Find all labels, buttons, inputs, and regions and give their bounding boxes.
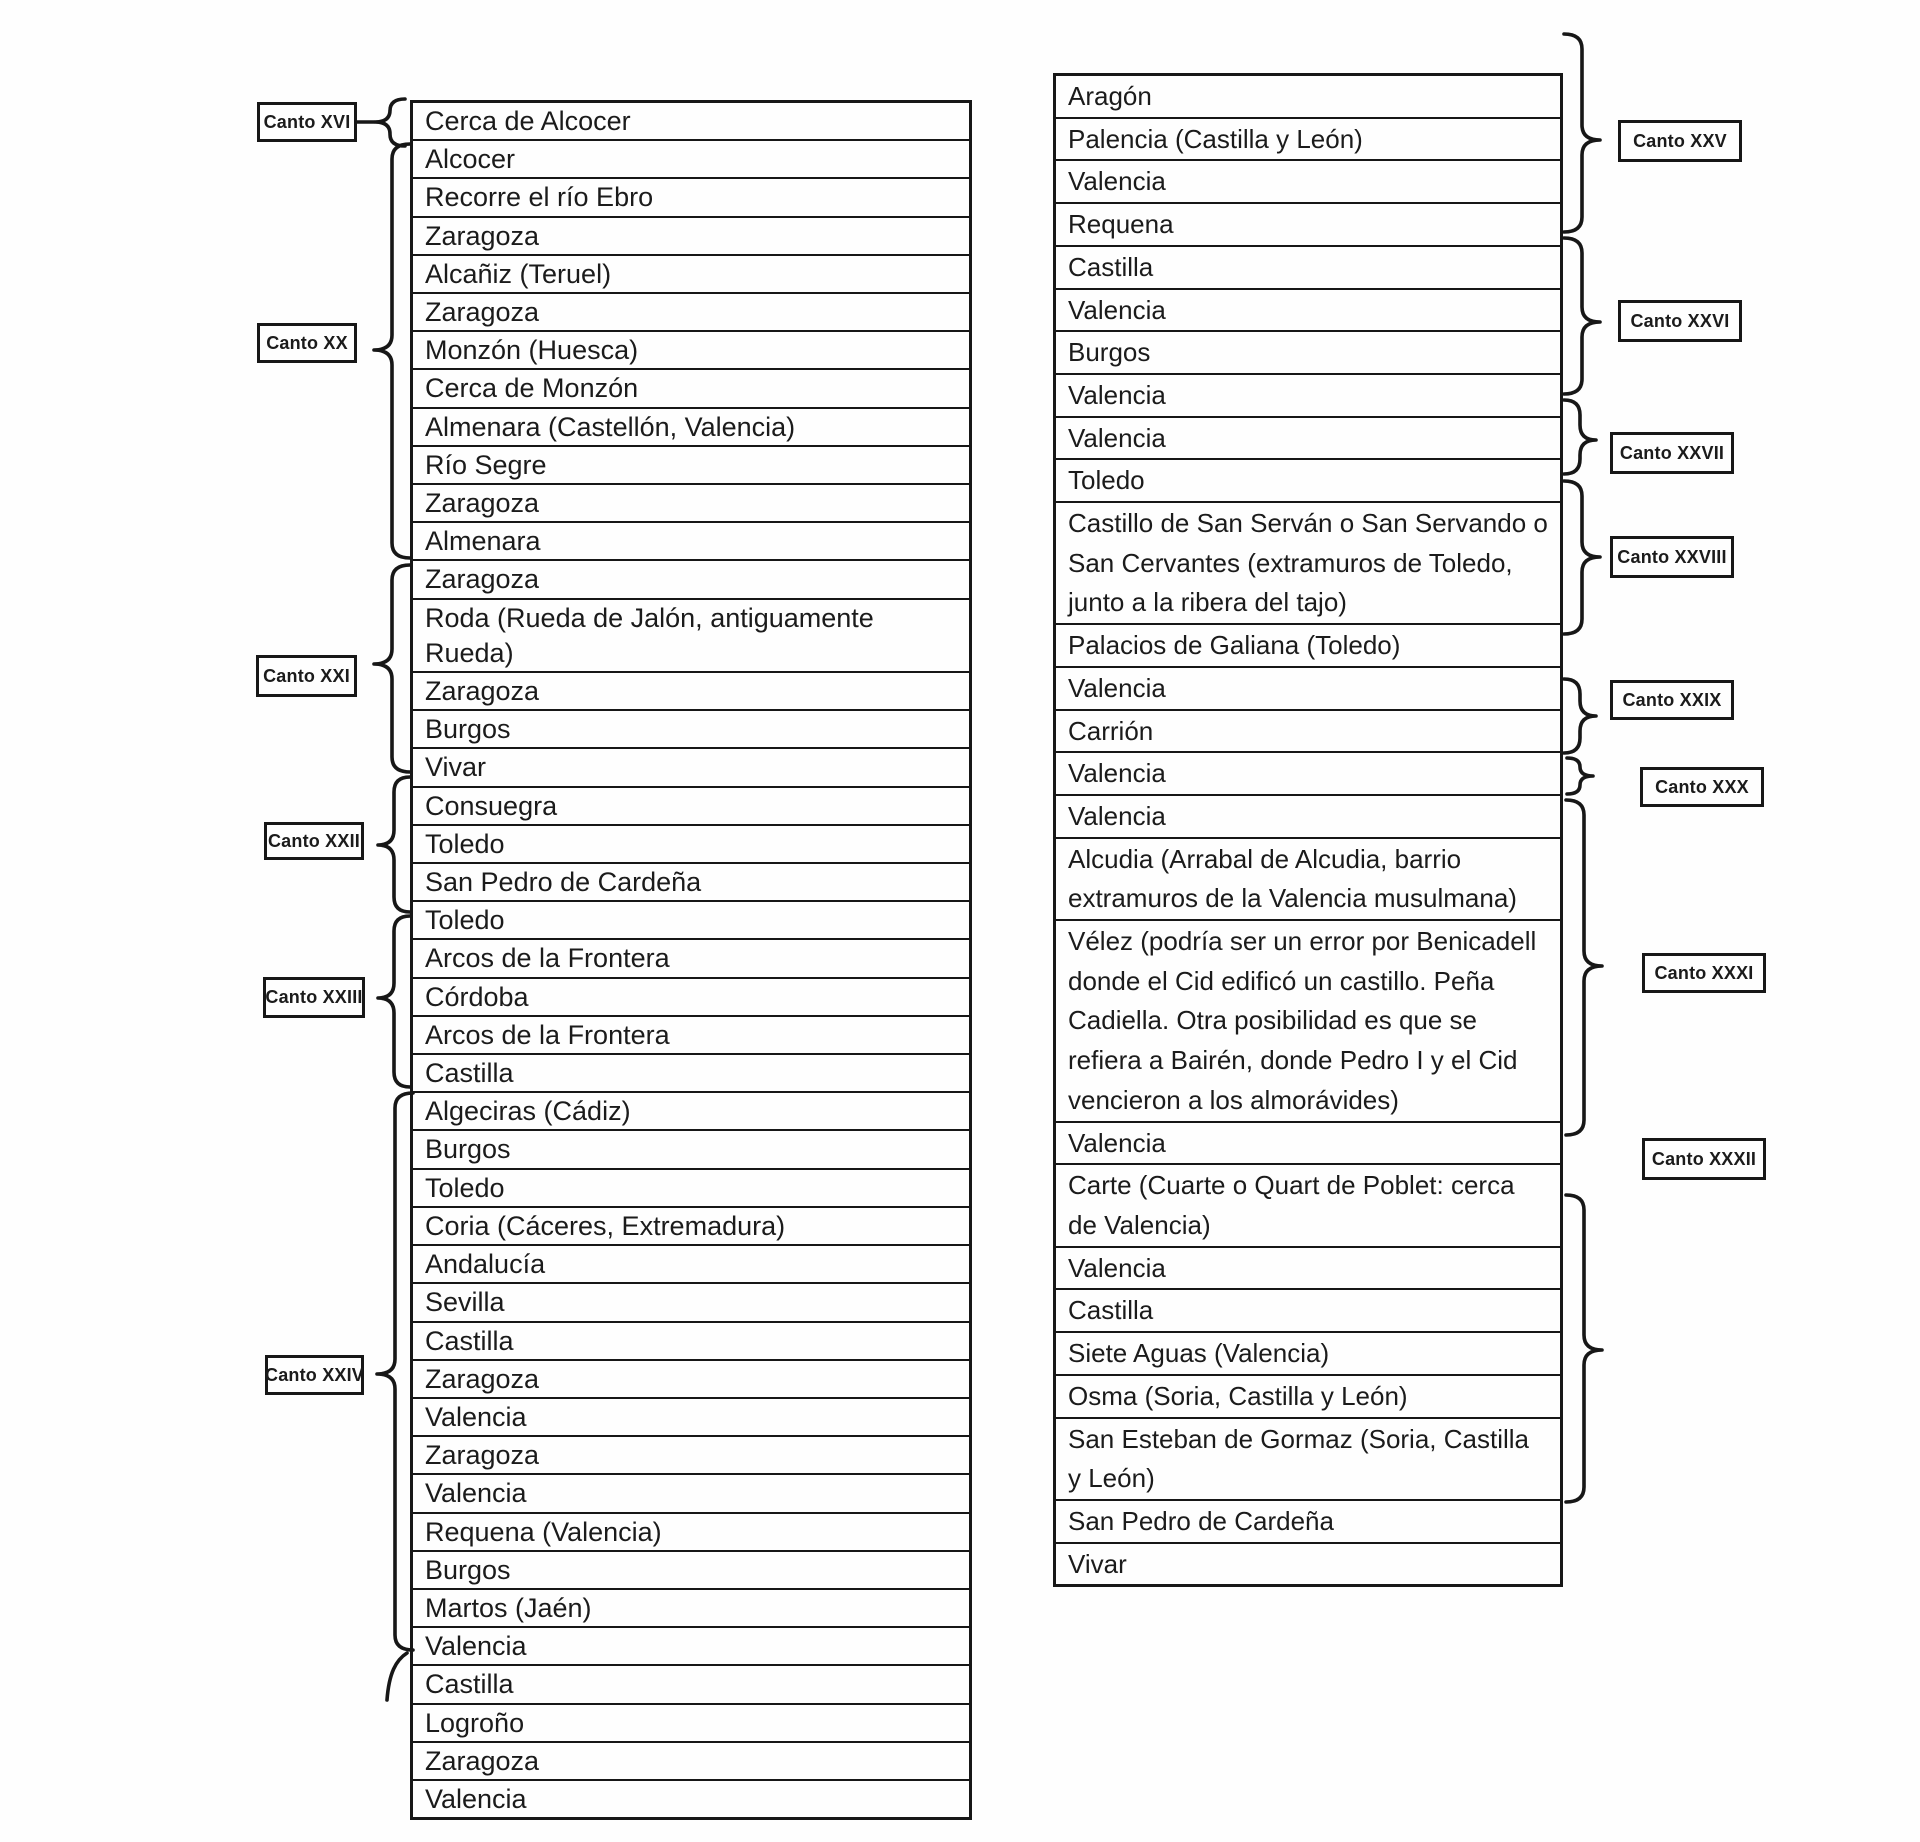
right-places-table [1053,73,1563,1587]
canto-xxxii-brace [1566,1195,1602,1502]
place-row: Castilla [413,1666,969,1704]
canto-xxii-label: Canto XXII [264,822,364,860]
continuation-brace [387,1653,407,1700]
canto-xxi-label: Canto XXI [256,655,357,697]
place-row: Zaragoza [413,485,969,523]
place-row: Castilla [1056,247,1560,290]
place-row: Carrión [1056,711,1560,754]
place-row: Martos (Jaén) [413,1590,969,1628]
place-row: San Pedro de Cardeña [1056,1501,1560,1544]
place-row: Requena (Valencia) [413,1514,969,1552]
canto-xxvii-label: Canto XXVII [1610,432,1734,474]
place-row: Burgos [413,1131,969,1169]
canto-xxxi-label: Canto XXXI [1642,953,1766,993]
canto-xxiii-brace [378,916,410,1087]
place-row: Valencia [1056,796,1560,839]
place-row: Toledo [1056,460,1560,503]
place-row: Valencia [1056,1123,1560,1166]
place-row: Palacios de Galiana (Toledo) [1056,625,1560,668]
canto-xxi-brace [374,565,410,772]
place-row: San Pedro de Cardeña [413,864,969,902]
place-row: Zaragoza [413,218,969,256]
canto-xxiii-label: Canto XXIII [263,977,365,1018]
place-row: Burgos [413,1552,969,1590]
place-row: Castilla [1056,1290,1560,1333]
place-row: Burgos [1056,332,1560,375]
place-row: Alcañiz (Teruel) [413,256,969,294]
place-row: Palencia (Castilla y León) [1056,119,1560,162]
canto-xxiv-brace [377,1093,413,1650]
place-row: Cerca de Monzón [413,370,969,408]
place-row: Valencia [1056,161,1560,204]
place-row: Toledo [413,1170,969,1208]
place-row: Zaragoza [413,1361,969,1399]
canto-xx-label: Canto XX [257,323,357,363]
place-row: Valencia [413,1628,969,1666]
canto-xxvi-label: Canto XXVI [1618,300,1742,342]
place-row: Consuegra [413,788,969,826]
place-row: Aragón [1056,76,1560,119]
left-places-table [410,100,972,1820]
canto-xxiv-label: Canto XXIV [265,1355,364,1395]
place-row: Zaragoza [413,561,969,599]
canto-xvi-brace [375,99,405,146]
canto-xxx-brace [1567,758,1593,794]
canto-xvi-label: Canto XVI [257,102,357,142]
canto-xxvi-brace [1564,238,1600,394]
place-row: Valencia [425,1783,527,1814]
place-row: Valencia [413,1475,969,1513]
place-row: Vivar [1068,1548,1127,1579]
place-row: Recorre el río Ebro [413,179,969,217]
canto-xxix-label: Canto XXIX [1610,680,1734,720]
place-row: Valencia [1056,1248,1560,1291]
place-row: Coria (Cáceres, Extremadura) [413,1208,969,1246]
place-row: Castilla [413,1055,969,1093]
place-row: Logroño [413,1705,969,1743]
place-row: Andalucía [413,1246,969,1284]
canto-xxvii-brace [1564,400,1596,474]
place-row: Burgos [413,711,969,749]
place-row: Vivar [413,749,969,787]
place-row: Almenara (Castellón, Valencia) [413,409,969,447]
place-row: Zaragoza [413,294,969,332]
place-row: Carte (Cuarte o Quart de Poblet: cerca de Valencia) [1056,1165,1560,1247]
canto-xxv-brace [1564,34,1600,232]
place-row: Toledo [413,902,969,940]
place-row: Valencia [413,1399,969,1437]
canto-xx-brace [374,144,410,558]
place-row: Roda (Rueda de Jalón, antiguamente Rueda) [413,600,969,673]
place-row: Castilla [413,1323,969,1361]
place-row: Monzón (Huesca) [413,332,969,370]
place-row: Córdoba [413,979,969,1017]
canto-xxviii-brace [1564,481,1600,634]
place-row: Algeciras (Cádiz) [413,1093,969,1131]
place-row: Siete Aguas (Valencia) [1056,1333,1560,1376]
place-row: Arcos de la Frontera [413,940,969,978]
place-row: Zaragoza [413,673,969,711]
place-row: Valencia [1056,290,1560,333]
place-row: Valencia [1056,375,1560,418]
canto-xxix-brace [1564,679,1596,753]
canto-xxviii-label: Canto XXVIII [1610,536,1734,578]
place-row: Sevilla [413,1284,969,1322]
place-row: Valencia [1056,418,1560,461]
canto-xxv-label: Canto XXV [1618,120,1742,162]
place-row: Zaragoza [413,1437,969,1475]
place-row: Río Segre [413,447,969,485]
place-row: Alcocer [413,141,969,179]
place-row: Arcos de la Frontera [413,1017,969,1055]
place-row: Alcudia (Arrabal de Alcudia, barrio extramuros de la Valencia musulmana) [1056,839,1560,921]
place-row: Requena [1056,204,1560,247]
canto-xxxii-label: Canto XXXII [1642,1138,1766,1180]
place-row: Zaragoza [413,1743,969,1781]
place-row: Valencia [1056,753,1560,796]
canto-xxii-brace [378,777,410,912]
place-row: Castillo de San Serván o San Servando o San Cervantes (extramuros de Toledo, junto a la ribera del tajo) [1056,503,1560,625]
canto-xxx-label: Canto XXX [1640,767,1764,807]
place-row: San Esteban de Gormaz (Soria, Castilla y León) [1056,1419,1560,1501]
canto-xxxi-brace [1566,800,1602,1135]
place-row: Valencia [1056,668,1560,711]
place-row: Osma (Soria, Castilla y León) [1056,1376,1560,1419]
place-row: Toledo [413,826,969,864]
place-row: Cerca de Alcocer [413,103,969,141]
place-row: Vélez (podría ser un error por Benicadell donde el Cid edificó un castillo. Peña Cadiella. Otra posibilidad es que se refiera a Bairén, donde Pedro I y el Cid vencieron a los almorávides) [1056,921,1560,1123]
place-row: Almenara [413,523,969,561]
